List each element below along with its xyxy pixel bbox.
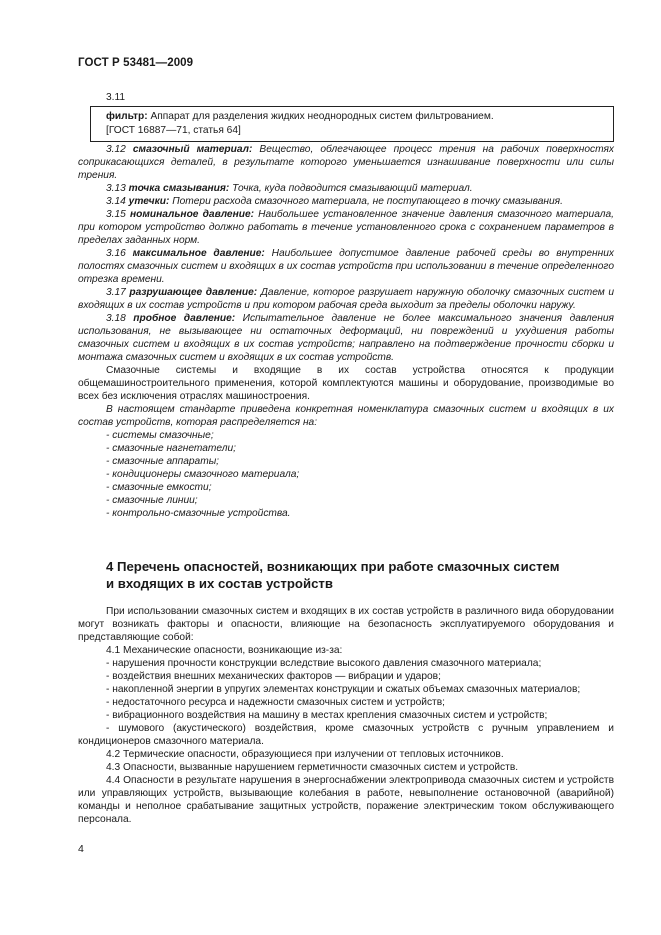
nomenclature-list (78, 429, 614, 520)
list-item: - кондиционеры смазочного материала; (106, 469, 300, 480)
borrowed-term-box (90, 106, 614, 142)
clause-4-2: 4.2 Термические опасности, образующиеся при излучении от тепловых источников. (106, 749, 504, 760)
hazard-item: - воздействия внешних механических факторов — вибрации и ударов; (106, 671, 441, 682)
clause-4-3: 4.3 Опасности, вызванные нарушением герметичности смазочных систем и устройств. (106, 762, 519, 773)
definition-3-15: 3.15 номинальное давление: Наибольшее установленное значение давления смазочного материала, при котором устройство должно работать в течение установленного срока с сохранением параметров в пределах заданных норм. (78, 209, 614, 246)
list-item: - системы смазочные; (106, 430, 214, 441)
definition-3-16: 3.16 максимальное давление: Наибольшее допустимое давление рабочей среды во внутренних полостях смазочных систем и входящих в их состав устройств при использовании в течение определенного отрезка времени. (78, 248, 614, 285)
definition-3-17: 3.17 разрушающее давление: Давление, которое разрушает наружную оболочку смазочных систем и входящих в их состав устройств и при котором рабочая среда выходит за пределы оболочки наружу. (78, 287, 614, 311)
section-4-intro: При использовании смазочных систем и входящих в их состав устройств в различного вида оборудовании могут возникать факторы и опасности, влияющие на безопасность эксплуатируемого оборудования и представляющие собой: (78, 606, 614, 643)
hazard-item: - недостаточного ресурса и надежности смазочных систем и устройств; (106, 697, 445, 708)
definition-3-13: 3.13 точка смазывания: Точка, куда подводится смазывающий материал. (106, 183, 473, 194)
list-item: - смазочные аппараты; (106, 456, 220, 467)
list-item: - контрольно-смазочные устройства. (106, 508, 291, 519)
hazard-item: - накопленной энергии в упругих элементах конструкции и сжатых объемах смазочных материалов; (106, 684, 581, 695)
term-number-3-11: 3.11 (106, 92, 126, 103)
list-item: - смазочные линии; (106, 495, 198, 506)
nomenclature-paragraph: В настоящем стандарте приведена конкретная номенклатура смазочных систем и входящих в их состав устройств, которая распределяется на: (78, 404, 614, 428)
page-number: 4 (78, 843, 84, 855)
section-4-heading: 4 Перечень опасностей, возникающих при работе смазочных систем и входящих в их состав устройств (106, 559, 560, 591)
scope-paragraph: Смазочные системы и входящие в их состав устройства относятся к продукции общемашиностроительного применения, которой комплектуются машины и оборудование, производимые во всех без исключения отраслях машиностроения. (78, 365, 614, 402)
definition-3-14: 3.14 утечки: Потери расхода смазочного материала, не поступающего в точку смазывания. (106, 196, 563, 207)
definitions-block (78, 143, 614, 520)
clause-4-4: 4.4 Опасности в результате нарушения в энергоснабжении электропривода смазочных систем и устройств или управляющих устройств, вызывающие колебания в работе, невыполнение остановочной (аварийной) команды и неполное срабатывание защитных устройств, поражение электрическим током обслуживающего персонала. (78, 775, 614, 825)
hazard-item: - шумового (акустического) воздействия, кроме смазочных устройств с ручным управлением и кондиционеров смазочного материала. (78, 723, 614, 747)
clause-4-1: 4.1 Механические опасности, возникающие из-за: (106, 645, 343, 656)
document-header: ГОСТ Р 53481—2009 (78, 57, 194, 69)
list-item: - смазочные нагнетатели; (106, 443, 236, 454)
hazard-item: - вибрационного воздействия на машину в местах крепления смазочных систем и устройств; (106, 710, 548, 721)
filter-term: фильтр: (106, 111, 148, 122)
section-4-body (78, 605, 614, 826)
filter-reference: [ГОСТ 16887—71, статья 64] (106, 125, 241, 136)
filter-definition: фильтр: Аппарат для разделения жидких неоднородных систем фильтрованием. (106, 111, 494, 122)
hazard-item: - нарушения прочности конструкции вследствие высокого давления смазочного материала; (106, 658, 542, 669)
list-item: - смазочные емкости; (106, 482, 212, 493)
definition-3-12: 3.12 смазочный материал: Вещество, облегчающее процесс трения на рабочих поверхностях соприкасающихся деталей, в результате которого уменьшается изнашивание поверхности или силы трения. (78, 144, 614, 181)
definition-3-18: 3.18 пробное давление: Испытательное давление не более максимального значения давления использования, не вызывающее ни остаточных деформаций, ни повреждений и ухудшения работы смазочных систем и входящих в их состав устройств; направлено на подтверждение прочности сборки и монтажа смазочных систем и входящих в их состав устройств. (78, 313, 614, 363)
